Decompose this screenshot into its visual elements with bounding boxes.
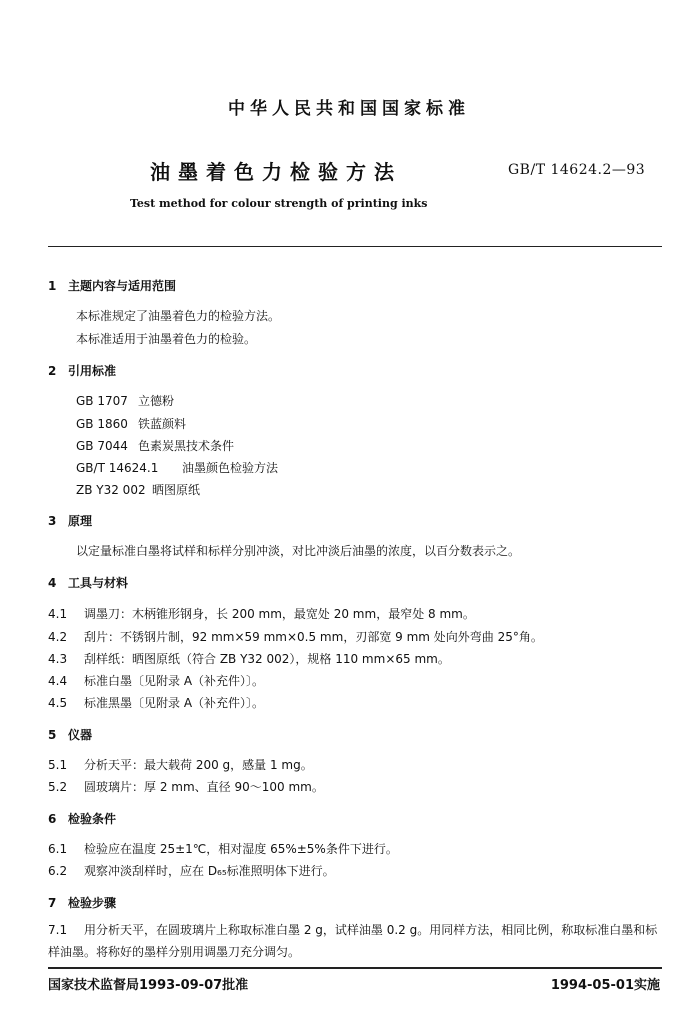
clause-number: 5.1 <box>48 758 68 772</box>
clause-text: 观察冲淡刮样时，应在 D₆₅标准照明体下进行。 <box>84 864 335 878</box>
section-4-heading <box>48 574 128 591</box>
section-title: 检验条件 <box>68 812 117 826</box>
clause-number: 4.3 <box>48 652 68 666</box>
reference-item <box>76 392 174 409</box>
section-number: 2 <box>48 364 57 378</box>
standard-organization: 中华人民共和国国家标准 <box>228 99 470 119</box>
section-5-heading <box>48 726 92 743</box>
clause <box>48 628 543 645</box>
paragraph: 本标准适用于油墨着色力的检验。 <box>76 332 257 346</box>
clause <box>48 778 324 795</box>
clause <box>48 650 450 667</box>
reference-item <box>76 437 234 454</box>
document-title-en: Test method for colour strength of printing inks <box>130 197 428 210</box>
section-title: 原理 <box>68 514 93 528</box>
implementation-date: 1994-05-01实施 <box>550 978 660 993</box>
clause <box>48 756 313 773</box>
reference-item <box>76 481 200 498</box>
clause <box>48 672 264 689</box>
clause-text: 圆玻璃片：厚 2 mm、直径 90～100 mm。 <box>84 780 324 794</box>
paragraph: 以定量标准白墨将试样和标样分别冲淡，对比冲淡后油墨的浓度，以百分数表示之。 <box>76 544 521 558</box>
reference-code: GB 1860 <box>76 417 128 431</box>
section-title: 工具与材料 <box>68 576 129 590</box>
reference-name: 立德粉 <box>138 394 175 408</box>
clause-number: 4.2 <box>48 630 68 644</box>
header-divider <box>48 246 662 247</box>
clause-number: 4.4 <box>48 674 68 688</box>
section-title: 仪器 <box>68 728 93 742</box>
clause-text: 检验应在温度 25±1℃，相对湿度 65%±5%条件下进行。 <box>84 842 398 856</box>
reference-name: 晒图原纸 <box>152 483 201 497</box>
clause-text: 标准黑墨〔见附录 A（补充件）〕。 <box>84 696 265 710</box>
paragraph: 本标准规定了油墨着色力的检验方法。 <box>76 309 281 323</box>
clause-text: 用分析天平，在圆玻璃片上称取标准白墨 2 g，试样油墨 0.2 g。用同样方法，相同比例，称取标准白墨和标样油墨。将称好的墨样分别用调墨刀充分调匀。 <box>48 923 658 959</box>
clause <box>48 605 475 622</box>
clause-text: 分析天平：最大载荷 200 g，感量 1 mg。 <box>84 758 313 772</box>
clause-number: 4.5 <box>48 696 68 710</box>
section-number: 7 <box>48 896 57 910</box>
reference-name: 色素炭黑技术条件 <box>138 439 235 453</box>
reference-name: 油墨颜色检验方法 <box>182 461 279 475</box>
section-title: 主题内容与适用范围 <box>68 279 177 293</box>
section-6-heading <box>48 810 116 827</box>
section-number: 3 <box>48 514 57 528</box>
reference-item <box>76 415 186 432</box>
section-7-heading <box>48 894 116 911</box>
section-title: 引用标准 <box>68 364 117 378</box>
section-2-heading <box>48 362 116 379</box>
clause <box>48 919 662 963</box>
section-3-heading <box>48 512 92 529</box>
reference-item <box>76 459 278 476</box>
reference-code: ZB Y32 002 <box>76 483 146 497</box>
clause-number: 6.1 <box>48 842 68 856</box>
section-number: 1 <box>48 279 57 293</box>
clause-text: 标准白墨〔见附录 A（补充件）〕。 <box>84 674 265 688</box>
section-title: 检验步骤 <box>68 896 117 910</box>
clause-text: 刮片：不锈钢片制，92 mm×59 mm×0.5 mm，刃部宽 9 mm 处向外弯曲 25°角。 <box>84 630 543 644</box>
reference-code: GB 1707 <box>76 394 128 408</box>
clause-number: 5.2 <box>48 780 68 794</box>
clause-number: 7.1 <box>48 923 68 937</box>
clause-number: 4.1 <box>48 607 68 621</box>
clause-text: 刮样纸：晒图原纸（符合 ZB Y32 002），规格 110 mm×65 mm。 <box>84 652 450 666</box>
reference-code: GB/T 14624.1 <box>76 461 159 475</box>
reference-code: GB 7044 <box>76 439 128 453</box>
section-1-heading <box>48 277 176 294</box>
section-number: 5 <box>48 728 57 742</box>
approval-info: 国家技术监督局1993-09-07批准 <box>48 978 249 993</box>
standard-code: GB/T 14624.2—93 <box>508 162 646 178</box>
clause <box>48 694 264 711</box>
clause <box>48 840 398 857</box>
clause-number: 6.2 <box>48 864 68 878</box>
clause <box>48 862 335 879</box>
reference-name: 铁蓝颜料 <box>138 417 187 431</box>
footer-divider <box>48 967 662 969</box>
section-number: 6 <box>48 812 57 826</box>
clause-text: 调墨刀：木柄锥形钢身，长 200 mm，最宽处 20 mm，最窄处 8 mm。 <box>84 607 475 621</box>
document-title-cn: 油墨着色力检验方法 <box>150 160 402 184</box>
section-number: 4 <box>48 576 57 590</box>
